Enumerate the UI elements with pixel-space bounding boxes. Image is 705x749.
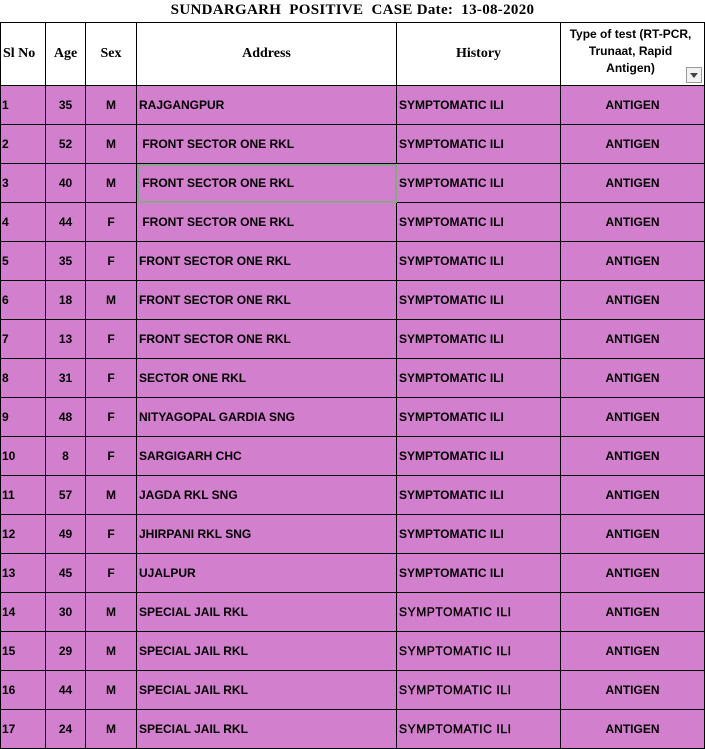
cell-test-type[interactable]: ANTIGEN (561, 515, 705, 554)
header-type-line-2: Trunaat, Rapid (588, 44, 673, 58)
cell-address[interactable]: SPECIAL JAIL RKL (137, 671, 397, 710)
cell-sex[interactable]: F (86, 515, 137, 554)
cell-address[interactable]: SPECIAL JAIL RKL (137, 593, 397, 632)
cell-age[interactable]: 44 (46, 671, 86, 710)
cell-sex[interactable]: M (86, 632, 137, 671)
cell-sl-no[interactable]: 8 (1, 359, 46, 398)
cell-sl-no[interactable]: 3 (1, 164, 46, 203)
cell-history[interactable]: SYMPTOMATIC ILI (397, 476, 561, 515)
table-row (1, 86, 705, 125)
header-type-of-test[interactable] (561, 23, 705, 86)
cell-age[interactable]: 49 (46, 515, 86, 554)
cell-age[interactable]: 31 (46, 359, 86, 398)
cell-sex[interactable]: M (86, 125, 137, 164)
cell-history[interactable]: SYMPTOMATIC ILI (397, 320, 561, 359)
cell-sl-no[interactable]: 11 (1, 476, 46, 515)
cell-sl-no[interactable]: 4 (1, 203, 46, 242)
cell-sex[interactable]: M (86, 710, 137, 749)
cell-sl-no[interactable]: 9 (1, 398, 46, 437)
cell-sl-no[interactable]: 2 (1, 125, 46, 164)
cell-sex[interactable]: M (86, 671, 137, 710)
cell-test-type[interactable]: ANTIGEN (561, 710, 705, 749)
cell-test-type[interactable]: ANTIGEN (561, 632, 705, 671)
cell-sl-no[interactable]: 7 (1, 320, 46, 359)
cell-sex[interactable]: M (86, 593, 137, 632)
cell-age[interactable]: 35 (46, 242, 86, 281)
table-row (1, 125, 705, 164)
table-row (1, 398, 705, 437)
cell-age[interactable]: 30 (46, 593, 86, 632)
cell-history[interactable]: SYMPTOMATIC ILI (397, 125, 561, 164)
table-row (1, 593, 705, 632)
filter-dropdown-button[interactable] (686, 67, 702, 83)
table-row (1, 320, 705, 359)
cell-age[interactable]: 18 (46, 281, 86, 320)
cell-history[interactable]: SYMPTOMATIC ILI (397, 710, 561, 749)
cell-sl-no[interactable]: 14 (1, 593, 46, 632)
cell-history[interactable]: SYMPTOMATIC ILI (397, 242, 561, 281)
table-row (1, 203, 705, 242)
cell-history[interactable]: SYMPTOMATIC ILI (397, 554, 561, 593)
cell-history[interactable]: SYMPTOMATIC ILI (397, 86, 561, 125)
cell-sex[interactable]: M (86, 164, 137, 203)
header-type-line-3: Antigen) (606, 61, 655, 75)
cell-history[interactable]: SYMPTOMATIC ILI (397, 203, 561, 242)
cell-address[interactable]: JHIRPANI RKL SNG (137, 515, 397, 554)
table-row (1, 437, 705, 476)
table-row (1, 710, 705, 749)
cell-test-type[interactable]: ANTIGEN (561, 203, 705, 242)
cell-test-type[interactable]: ANTIGEN (561, 320, 705, 359)
cell-test-type[interactable]: ANTIGEN (561, 476, 705, 515)
cell-address[interactable]: SPECIAL JAIL RKL (137, 710, 397, 749)
cell-address[interactable]: FRONT SECTOR ONE RKL (137, 203, 397, 242)
cell-history[interactable]: SYMPTOMATIC ILI (397, 515, 561, 554)
cell-address[interactable]: FRONT SECTOR ONE RKL (137, 242, 397, 281)
cell-address[interactable]: SARGIGARH CHC (137, 437, 397, 476)
sheet-title: SUNDARGARH POSITIVE CASE Date: 13-08-2020 (170, 2, 535, 18)
cell-age[interactable]: 29 (46, 632, 86, 671)
cell-sl-no[interactable]: 15 (1, 632, 46, 671)
cell-sl-no[interactable]: 5 (1, 242, 46, 281)
header-sl-no[interactable]: Sl No (1, 23, 46, 86)
cell-age[interactable]: 44 (46, 203, 86, 242)
cell-history[interactable]: SYMPTOMATIC ILI (397, 671, 561, 710)
cell-address[interactable]: FRONT SECTOR ONE RKL (137, 320, 397, 359)
cell-sl-no[interactable]: 17 (1, 710, 46, 749)
cell-age[interactable]: 45 (46, 554, 86, 593)
table-row (1, 476, 705, 515)
cell-test-type[interactable]: ANTIGEN (561, 593, 705, 632)
header-type-line-1: Type of test (RT-PCR, (569, 27, 692, 41)
cell-test-type[interactable]: ANTIGEN (561, 164, 705, 203)
cell-test-type[interactable]: ANTIGEN (561, 281, 705, 320)
cell-sex[interactable]: F (86, 359, 137, 398)
cell-history[interactable]: SYMPTOMATIC ILI (397, 359, 561, 398)
cell-sex[interactable]: M (86, 281, 137, 320)
positive-cases-table (0, 22, 705, 749)
cell-age[interactable]: 35 (46, 86, 86, 125)
cell-history[interactable]: SYMPTOMATIC ILI (397, 281, 561, 320)
cell-sex[interactable]: M (86, 476, 137, 515)
header-history[interactable]: History (397, 23, 561, 86)
cell-test-type[interactable]: ANTIGEN (561, 437, 705, 476)
cell-test-type[interactable]: ANTIGEN (561, 125, 705, 164)
cell-age[interactable]: 13 (46, 320, 86, 359)
cell-address[interactable]: FRONT SECTOR ONE RKL (137, 281, 397, 320)
cell-history[interactable]: SYMPTOMATIC ILI (397, 632, 561, 671)
cell-test-type[interactable]: ANTIGEN (561, 398, 705, 437)
cell-address[interactable]: UJALPUR (137, 554, 397, 593)
table-row (1, 242, 705, 281)
cell-age[interactable]: 52 (46, 125, 86, 164)
cell-sl-no[interactable]: 13 (1, 554, 46, 593)
cell-test-type[interactable]: ANTIGEN (561, 86, 705, 125)
header-sex[interactable]: Sex (86, 23, 137, 86)
cell-address[interactable]: SECTOR ONE RKL (137, 359, 397, 398)
cell-age[interactable]: 24 (46, 710, 86, 749)
cell-sex[interactable]: F (86, 554, 137, 593)
cell-history[interactable]: SYMPTOMATIC ILI (397, 437, 561, 476)
cell-sex[interactable]: F (86, 242, 137, 281)
cell-sl-no[interactable]: 10 (1, 437, 46, 476)
cell-sl-no[interactable]: 6 (1, 281, 46, 320)
cell-address[interactable]: FRONT SECTOR ONE RKL (137, 125, 397, 164)
table-row (1, 554, 705, 593)
table-row (1, 359, 705, 398)
header-address[interactable]: Address (137, 23, 397, 86)
cell-age[interactable]: 48 (46, 398, 86, 437)
dropdown-arrow-icon (690, 73, 698, 78)
cell-address[interactable]: FRONT SECTOR ONE RKL (137, 164, 397, 203)
cell-address[interactable]: SPECIAL JAIL RKL (137, 632, 397, 671)
cell-address[interactable]: JAGDA RKL SNG (137, 476, 397, 515)
cell-address[interactable]: RAJGANGPUR (137, 86, 397, 125)
cell-sex[interactable]: F (86, 320, 137, 359)
cell-age[interactable]: 40 (46, 164, 86, 203)
cell-sex[interactable]: F (86, 398, 137, 437)
cell-test-type[interactable]: ANTIGEN (561, 359, 705, 398)
cell-history[interactable]: SYMPTOMATIC ILI (397, 164, 561, 203)
table-row (1, 281, 705, 320)
cell-sex[interactable]: F (86, 203, 137, 242)
cell-test-type[interactable]: ANTIGEN (561, 242, 705, 281)
cell-test-type[interactable]: ANTIGEN (561, 554, 705, 593)
table-row (1, 164, 705, 203)
cell-address[interactable]: NITYAGOPAL GARDIA SNG (137, 398, 397, 437)
cell-sex[interactable]: M (86, 86, 137, 125)
cell-age[interactable]: 57 (46, 476, 86, 515)
cell-sl-no[interactable]: 16 (1, 671, 46, 710)
header-age[interactable]: Age (46, 23, 86, 86)
cell-age[interactable]: 8 (46, 437, 86, 476)
header-row (1, 23, 705, 86)
cell-sl-no[interactable]: 12 (1, 515, 46, 554)
table-row (1, 671, 705, 710)
cell-test-type[interactable]: ANTIGEN (561, 671, 705, 710)
cell-history[interactable]: SYMPTOMATIC ILI (397, 398, 561, 437)
cell-history[interactable]: SYMPTOMATIC ILI (397, 593, 561, 632)
table-row (1, 632, 705, 671)
cell-sl-no[interactable]: 1 (1, 86, 46, 125)
table-row (1, 515, 705, 554)
cell-sex[interactable]: F (86, 437, 137, 476)
